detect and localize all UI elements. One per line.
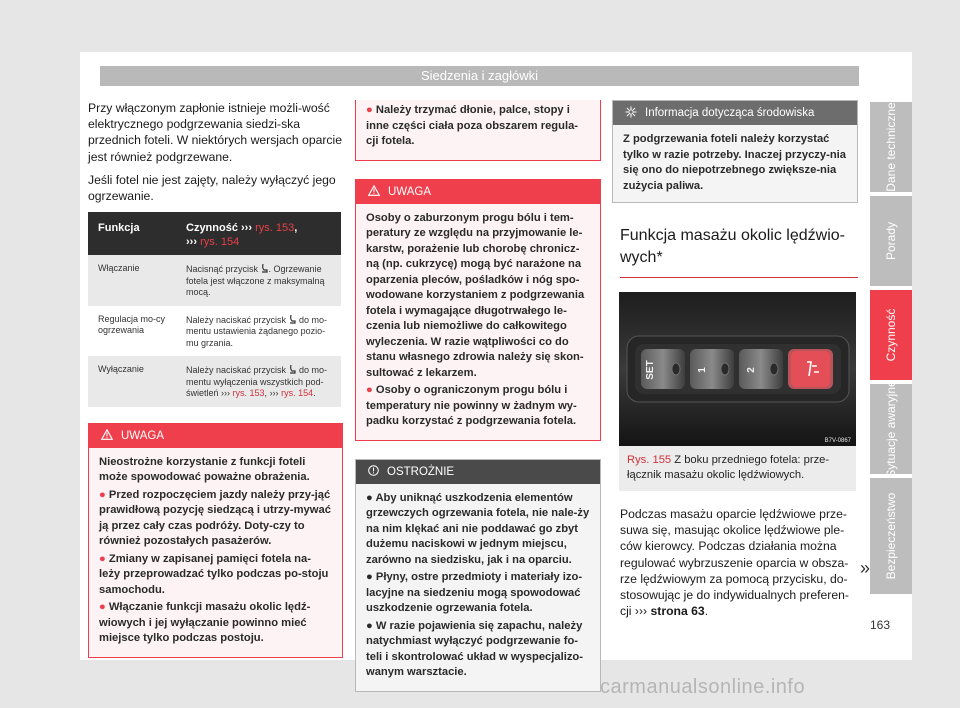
seat-heat-icon: [289, 364, 297, 374]
tab-porady[interactable]: [870, 196, 912, 286]
row-action: [176, 255, 341, 306]
column-left: [88, 100, 343, 658]
table-row: [88, 255, 341, 306]
seat-heat-icon: [289, 314, 297, 324]
caution-bullet-text: Aby uniknąć uszkodzenia elementów grzewczych ogrzewania fotela, nie nale-ży na nim klękać ani nie poddawać go zbyt dużemu naciskowi w jednym miejscu, zarówno na siedzisku, jak i na oparciu.: [366, 491, 590, 566]
tab-czynnosc[interactable]: [870, 290, 912, 380]
massage-description: [620, 506, 856, 619]
tab-label: Bezpieczeństwo: [884, 492, 898, 580]
caution-bullet-text: W razie pojawienia się zapachu, należy natychmiast wyłączyć podgrzewanie fo-teli i skontrolować układ w wyspecjalizo-wanym warsztacie.: [366, 619, 583, 678]
seat-heat-icon: [261, 263, 269, 273]
figure-caption: [619, 446, 856, 491]
tab-label: Porady: [884, 221, 898, 261]
warning-bullet-text: Osoby o ograniczonym progu bólu i temperatury nie powinny w żadnym wy-padku korzystać z podgrzewania fotela.: [366, 384, 577, 427]
figure-code: B7V-0867: [824, 438, 851, 444]
caution-bullet: [366, 570, 590, 617]
action-text: Należy naciskać przycisk: [186, 314, 287, 325]
memory-2-button-label: 2: [746, 367, 757, 373]
tab-dane-techniczne[interactable]: [870, 102, 912, 192]
warning-triangle-icon: [101, 429, 113, 440]
warning-box-header: [356, 180, 600, 204]
ref-separator: ,: [264, 388, 270, 399]
warning-bullet: [366, 103, 590, 150]
warning-intro: Nieostrożne korzystanie z funkcji foteli może spowodować poważne obrażenia.: [99, 455, 310, 484]
warning-box-heating: [355, 179, 601, 441]
tab-label: Sytuacje awaryjne: [884, 380, 898, 478]
caption-text: Z boku przedniego fotela: prze-łącznik masażu okolic lędźwiowych.: [627, 454, 830, 481]
caution-circle-icon: [368, 465, 379, 476]
column-right: [612, 100, 858, 619]
warning-title: UWAGA: [388, 185, 432, 198]
ref-end: .: [704, 604, 709, 619]
warning-box-body: [356, 100, 600, 160]
table-header-action: [176, 212, 341, 255]
table-row: [88, 356, 341, 407]
warning-bullet-text: Włączanie funkcji masażu okolic lędź-wiowych i jej wyłączanie powinno mieć miejsce tylko podczas postoju.: [99, 601, 311, 645]
environment-info-box: [612, 100, 858, 203]
action-text: do mo-mentu wyłączenia wszystkich pod-świetleń: [186, 365, 328, 399]
ref-arrow: ›››: [186, 236, 197, 249]
warning-bullet-text: Należy trzymać dłonie, palce, stopy i inne części ciała poza obszarem regula-cji fotela.: [366, 104, 579, 147]
bullet-dot: ●: [366, 619, 373, 632]
caution-box-header: [356, 460, 600, 484]
page-header: Siedzenia i zagłówki: [100, 66, 859, 86]
bullet-dot: ●: [366, 384, 373, 396]
row-function: Włączanie: [88, 255, 176, 306]
warning-bullet-text: Przed rozpoczęciem jazdy należy przy-jąć prawidłową pozycję siedzącą i utrzy-mywać ją przez cały czas podróży. Doty-czy to również pozostałych pasażerów.: [99, 488, 331, 548]
bullet-dot: ●: [99, 488, 106, 501]
lumbar-switch-photo: [619, 292, 856, 446]
figure-ref-link[interactable]: rys. 153: [232, 388, 265, 399]
section-title-lumbar-massage: Funkcja masażu okolic lędźwio-wych*: [620, 225, 858, 278]
header-action-label: Czynność: [186, 222, 242, 235]
warning-title: UWAGA: [121, 429, 165, 442]
tab-bezpieczenstwo[interactable]: [870, 478, 912, 594]
figure-ref-link[interactable]: rys. 154: [200, 236, 240, 249]
page-number: 163: [870, 618, 891, 632]
bullet-dot: ●: [366, 491, 373, 504]
tab-sytuacje-awaryjne[interactable]: [870, 380, 912, 478]
warning-bullet: [366, 383, 590, 430]
warning-box-body: [356, 204, 600, 440]
action-text: Nacisnąć przycisk: [186, 264, 259, 275]
tab-label: Czynność: [884, 308, 898, 362]
table-header-row: [88, 212, 341, 255]
bullet-dot: ●: [99, 601, 106, 614]
info-box-header: [613, 101, 857, 125]
page-ref-link[interactable]: strona 63: [650, 604, 705, 619]
environment-icon: [625, 106, 637, 118]
warning-triangle-icon: [368, 185, 380, 196]
warning-box-continued: [355, 100, 601, 161]
caution-bullet: [366, 491, 590, 569]
chapter-tabs: [870, 102, 912, 598]
figure-number: Rys. 155: [627, 454, 672, 466]
seat-off-paragraph: Jeśli fotel nie jest zajęty, należy wyłączyć jego ogrzewanie.: [88, 172, 336, 204]
ref-end: .: [313, 388, 316, 399]
warning-box-body: [89, 448, 342, 657]
intro-paragraph: Przy włączonym zapłonie istnieje możli-wość elektrycznego podgrzewania siedzi-ska przednich foteli. W niektórych wersjach oparcie jest również podgrzewane.: [88, 101, 343, 164]
figure-ref-link[interactable]: rys. 153: [255, 222, 295, 235]
action-text: do mo-mentu ustawienia żądanego pozio-mu grzania.: [186, 314, 328, 348]
description-text: Podczas masażu oparcie lędźwiowe prze-suwa się, masując okolice lędźwiowe ple-ców kierowcy. Podczas działania można regulować wybrzuszenie oparcia w obsza-rze lędźwiowym za pomocą przycisku, do-stosowując je do indywidualnych preferen-cji: [620, 507, 849, 619]
memory-1-button-label: 1: [697, 367, 708, 373]
figure-ref-link[interactable]: rys. 154: [281, 388, 314, 399]
action-text: Należy naciskać przycisk: [186, 365, 287, 376]
bullet-dot: ●: [366, 104, 373, 116]
bullet-dot: ●: [366, 571, 373, 583]
caution-box-body: [356, 484, 600, 691]
row-action: [176, 306, 341, 357]
column-middle: [355, 100, 601, 692]
ref-arrow: ›››: [269, 388, 279, 399]
ref-arrow: ›››: [221, 388, 231, 399]
row-action: [176, 356, 341, 407]
caution-title: OSTROŻNIE: [387, 465, 455, 478]
warning-box-header: [89, 424, 342, 448]
ref-arrow: ›››: [634, 604, 648, 619]
warning-text: Osoby o zaburzonym progu bólu i tem-peratury ze względu na przyjmowanie le-karstw, porażenie lub chorobę chronicz-ną (np. cukrzycę) mogą być narażone na oparzenia pleców, pośladków i nóg spo-wodowane korzystaniem z podgrzewania fotela i wymagające długotrwałego le-czenia lub niemożliwe do całkowitego wyleczenia. W razie wątpliwości co do stanu własnego zdrowia należy się skon-sultować z lekarzem.: [366, 211, 585, 379]
info-box-body: Z podgrzewania foteli należy korzystać tylko w razie potrzeby. Inaczej przyczy-nia się ono do niepotrzebnego zwiększe-nia zużycia paliwa.: [623, 133, 846, 192]
action-text: . Ogrzewanie fotela jest włączone z maksymalną mocą.: [186, 264, 325, 298]
function-table: [88, 212, 341, 407]
warning-bullet: [99, 600, 332, 647]
caution-bullet-text: Płyny, ostre przedmioty i materiały izo-lacyjne na siedzeniu mogą spowodować uszkodzenie ogrzewania fotela.: [366, 571, 583, 614]
bullet-dot: ●: [99, 552, 106, 565]
table-row: [88, 306, 341, 357]
tab-label: Dane techniczne: [884, 102, 898, 192]
warning-box-seat-functions: [88, 423, 343, 658]
watermark: carmanualsonline.info: [600, 676, 806, 698]
row-function: Wyłączanie: [88, 356, 176, 407]
ref-arrow: ›››: [241, 222, 253, 235]
ref-separator: ,: [294, 222, 298, 235]
warning-bullet: [99, 552, 332, 599]
warning-bullet-text: Zmiany w zapisanej pamięci fotela na-leży przeprowadzać tylko podczas po-stoju samochodu.: [99, 552, 329, 596]
set-button-label: SET: [645, 360, 656, 380]
warning-bullet: [99, 488, 332, 550]
row-function: Regulacja mo-cy ogrzewania: [98, 313, 166, 336]
table-header-function: Funkcja: [88, 212, 176, 255]
figure-lumbar-switch: [619, 292, 856, 491]
caution-bullet: [366, 619, 590, 681]
continue-arrow: »: [860, 558, 871, 578]
info-title: Informacja dotycząca środowiska: [645, 107, 815, 119]
caution-box: [355, 459, 601, 692]
